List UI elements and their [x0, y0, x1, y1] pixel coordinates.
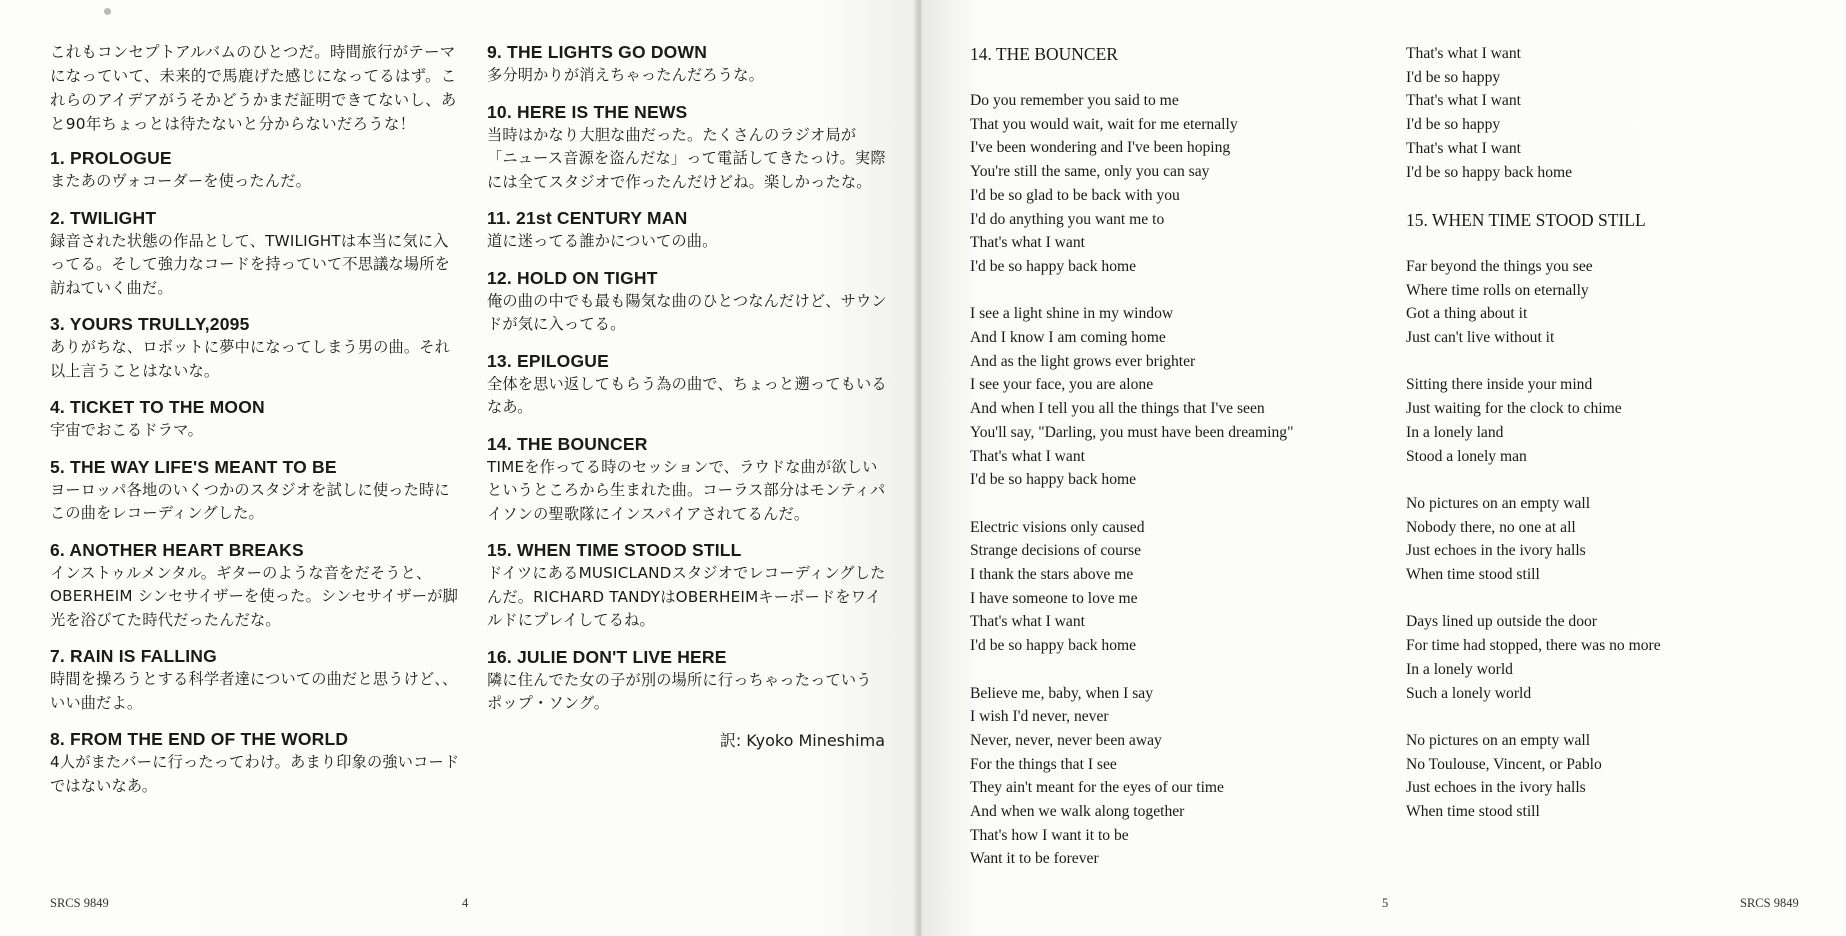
track-description: 全体を思い返してもらう為の曲で、ちょっと遡ってもいるなあ。 — [487, 374, 887, 416]
lyric-line: I'd be so happy back home — [970, 637, 1137, 655]
track-note — [50, 146, 460, 194]
track-note — [487, 266, 887, 337]
lyric-line: For the things that I see — [970, 755, 1117, 773]
lyric-line: I'd be so happy back home — [970, 471, 1137, 489]
track-note — [50, 455, 460, 526]
track-title: 11. 21st CENTURY MAN — [487, 208, 688, 228]
lyric-line: I thank the stars above me — [970, 566, 1134, 584]
track-description: 時間を操ろうとする科学者達についての曲だと思うけど、、いい曲だよ。 — [50, 670, 458, 712]
lyric-line: When time stood still — [1406, 803, 1540, 821]
track-title: 16. JULIE DON'T LIVE HERE — [487, 646, 727, 667]
track-title: 14. THE BOUNCER — [487, 433, 648, 454]
lyric-line: That's how I want it to be — [970, 826, 1129, 844]
lyric-line: Days lined up outside the door — [1406, 613, 1597, 631]
lyric-line: Do you remember you said to me — [970, 92, 1179, 109]
track-description: 俺の曲の中でも最も陽気な曲のひとつなんだけど、サウンドが気に入ってる。 — [487, 291, 887, 333]
intro-paragraph: これもコンセプトアルバムのひとつだ。時間旅行がテーマになっていて、未来的で馬鹿げた感じになってるはず。これらのアイデアがうそかどうかまだ証明できてないし、あと90年ちょっとは待たないと分からないだろうな！ — [50, 43, 457, 133]
lyric-stanza — [1406, 373, 1736, 468]
lyric-line: For time had stopped, there was no more — [1406, 637, 1661, 655]
lyric-stanza — [1406, 610, 1736, 705]
track-description: 宇宙でおこるドラマ。 — [50, 421, 203, 439]
track-title: 7. RAIN IS FALLING — [50, 646, 217, 666]
lyric-line: Got a thing about it — [1406, 305, 1528, 323]
lyric-line: That's what I want — [1406, 92, 1521, 110]
bouncer-lyrics-continued — [1406, 42, 1736, 184]
lyric-line: Just waiting for the clock to chime — [1406, 400, 1622, 418]
track-title: 2. TWILIGHT — [50, 207, 157, 228]
lyric-line: I wish I'd never, never — [970, 708, 1109, 726]
track-note — [487, 432, 887, 527]
lyric-line: And when we walk along together — [970, 803, 1185, 821]
track-description: ヨーロッパ各地のいくつかのスタジオを試しに使った時にこの曲をレコーディングした。 — [50, 480, 450, 522]
lyric-line: Believe me, baby, when I say — [970, 684, 1154, 702]
track-note — [487, 40, 887, 88]
track-note — [487, 645, 887, 716]
when-time-stood-still-lyrics — [1406, 255, 1736, 824]
lyric-stanza — [1406, 255, 1736, 350]
lyric-line: When time stood still — [1406, 566, 1540, 584]
lyric-line: Just echoes in the ivory halls — [1406, 542, 1586, 560]
lyric-line: That's what I want — [970, 234, 1085, 252]
lyric-line: Where time rolls on eternally — [1406, 281, 1589, 299]
lyric-line: That's what I want — [1406, 45, 1521, 62]
track-title: 8. FROM THE END OF THE WORLD — [50, 729, 349, 749]
catalog-number-left: SRCS 9849 — [50, 896, 109, 910]
track-title: 15. WHEN TIME STOOD STILL — [487, 540, 742, 560]
track-note — [50, 538, 460, 633]
track-note — [50, 727, 460, 798]
lyric-stanza — [1406, 492, 1736, 587]
track-description: インストゥルメンタル。ギターのような音をだそうと、OBERHEIM シンセサイザーを使った。シンセサイザーが脚光を浴びてた時代だったんだな。 — [50, 563, 458, 629]
lyric-line: I've been wondering and I've been hoping — [970, 139, 1231, 157]
lyric-line: Want it to be forever — [970, 850, 1099, 868]
lyric-line: Stood a lonely man — [1406, 447, 1527, 465]
lyric-line: I'd be so happy — [1406, 116, 1501, 134]
lyric-line: That's what I want — [970, 447, 1085, 465]
lyric-line: No Toulouse, Vincent, or Pablo — [1406, 755, 1602, 773]
page-number-left: 4 — [462, 896, 469, 910]
lyric-line: And when I tell you all the things that I've seen — [970, 400, 1265, 418]
staple-mark — [104, 8, 111, 15]
track-description: TIMEを作ってる時のセッションで、ラウドな曲が欲しいというところから生まれた曲。コーラス部分はモンティパイソンの聖歌隊にインスパイアされてるんだ。 — [487, 457, 886, 523]
track-note — [487, 349, 887, 420]
lyric-line: No pictures on an empty wall — [1406, 731, 1591, 749]
track-description: 録音された状態の作品として、TWILIGHTは本当に気に入ってる。そして強力なコードを持っていて不思議な場所を訪ねていく曲だ。 — [50, 231, 451, 297]
track-note — [487, 206, 887, 254]
song-title-bouncer: 14. THE BOUNCER — [970, 44, 1118, 64]
lyric-stanza — [1406, 729, 1736, 824]
song-title-when-time-stood-still: 15. WHEN TIME STOOD STILL — [1406, 209, 1646, 230]
liner-notes-column-2 — [487, 40, 887, 751]
lyric-line: And I know I am coming home — [970, 329, 1166, 347]
track-title: 3. YOURS TRULLY,2095 — [50, 314, 250, 334]
lyric-line: I see your face, you are alone — [970, 376, 1154, 394]
track-description: 4人がまたバーに行ったってわけ。あまり印象の強いコードではないなあ。 — [50, 753, 460, 795]
lyric-line: That's what I want — [1406, 139, 1521, 157]
lyric-line: That you would wait, wait for me eternally — [970, 115, 1238, 133]
lyric-line: In a lonely world — [1406, 660, 1513, 678]
track-description: 当時はかなり大胆な曲だった。たくさんのラジオ局が「ニュース音源を盗んだな」って電話してきたっけ。実際には全てスタジオで作ったんだけどね。楽しかったな。 — [487, 125, 886, 191]
track-note — [487, 100, 887, 195]
lyric-line: I'd be so happy — [1406, 68, 1501, 86]
lyric-line: I have someone to love me — [970, 589, 1138, 607]
track-note — [50, 312, 460, 383]
track-title: 6. ANOTHER HEART BREAKS — [50, 539, 304, 560]
track-title: 9. THE LIGHTS GO DOWN — [487, 42, 708, 62]
track-note — [50, 644, 460, 715]
track-description: またあのヴォコーダーを使ったんだ。 — [50, 172, 311, 190]
lyrics-column-2 — [1406, 42, 1736, 847]
track-description: 道に迷ってる誰かについての曲。 — [487, 232, 718, 250]
track-notes-list-1 — [50, 146, 460, 798]
lyric-line: I'd be so glad to be back with you — [970, 186, 1180, 204]
track-title: 1. PROLOGUE — [50, 148, 172, 168]
track-title: 13. EPILOGUE — [487, 350, 610, 371]
lyrics-column-1 — [970, 42, 1300, 895]
track-description: 隣に住んでた女の子が別の場所に行っちゃったっていうポップ・ソング。 — [487, 670, 872, 712]
left-page — [0, 0, 918, 936]
lyric-line: In a lonely land — [1406, 423, 1504, 441]
track-title: 5. THE WAY LIFE'S MEANT TO BE — [50, 456, 337, 477]
track-note — [487, 538, 887, 633]
lyric-line: Electric visions only caused — [970, 518, 1145, 536]
lyric-line: Strange decisions of course — [970, 542, 1142, 560]
lyric-line: You'll say, "Darling, you must have been dreaming" — [970, 423, 1294, 441]
lyric-line: You're still the same, only you can say — [970, 163, 1210, 181]
bouncer-lyrics — [970, 89, 1300, 871]
lyric-stanza — [970, 516, 1300, 658]
track-title: 12. HOLD ON TIGHT — [487, 267, 658, 288]
track-note — [50, 206, 460, 301]
track-description: ありがちな、ロボットに夢中になってしまう男の曲。それ以上言うことはないな。 — [50, 338, 451, 380]
catalog-number-right: SRCS 9849 — [1740, 896, 1799, 910]
lyric-line: Such a lonely world — [1406, 684, 1532, 702]
lyric-line: Just echoes in the ivory halls — [1406, 779, 1586, 797]
page-number-right: 5 — [1382, 896, 1389, 910]
lyric-line: I'd be so happy back home — [970, 257, 1137, 275]
lyric-stanza — [970, 89, 1300, 279]
lyric-line: Nobody there, no one at all — [1406, 518, 1576, 536]
translator-credit: 訳: Kyoko Mineshima — [719, 730, 885, 750]
lyric-line: Far beyond the things you see — [1406, 257, 1593, 275]
lyric-line: I'd do anything you want me to — [970, 210, 1165, 228]
lyric-line: That's what I want — [970, 613, 1085, 631]
lyric-line: Just can't live without it — [1406, 329, 1555, 347]
lyric-stanza — [970, 682, 1300, 872]
track-description: 多分明かりが消えちゃったんだろうな。 — [487, 66, 764, 84]
lyric-line: Sitting there inside your mind — [1406, 376, 1593, 394]
lyric-line: No pictures on an empty wall — [1406, 494, 1591, 512]
track-notes-list-2 — [487, 40, 887, 716]
liner-notes-column-1 — [50, 40, 460, 810]
lyric-line: I see a light shine in my window — [970, 305, 1174, 323]
lyric-line: Never, never, never been away — [970, 731, 1162, 749]
lyric-line: I'd be so happy back home — [1406, 163, 1573, 181]
track-note — [50, 395, 460, 443]
track-title: 4. TICKET TO THE MOON — [50, 397, 265, 417]
track-title: 10. HERE IS THE NEWS — [487, 101, 688, 122]
lyric-stanza — [970, 302, 1300, 492]
lyric-line: They ain't meant for the eyes of our time — [970, 779, 1224, 797]
track-description: ドイツにあるMUSICLANDスタジオでレコーディングしたんだ。RICHARD TANDYはOBERHEIMキーボードをワイルドにプレイしてるね。 — [487, 564, 886, 629]
lyric-line: And as the light grows ever brighter — [970, 352, 1196, 370]
